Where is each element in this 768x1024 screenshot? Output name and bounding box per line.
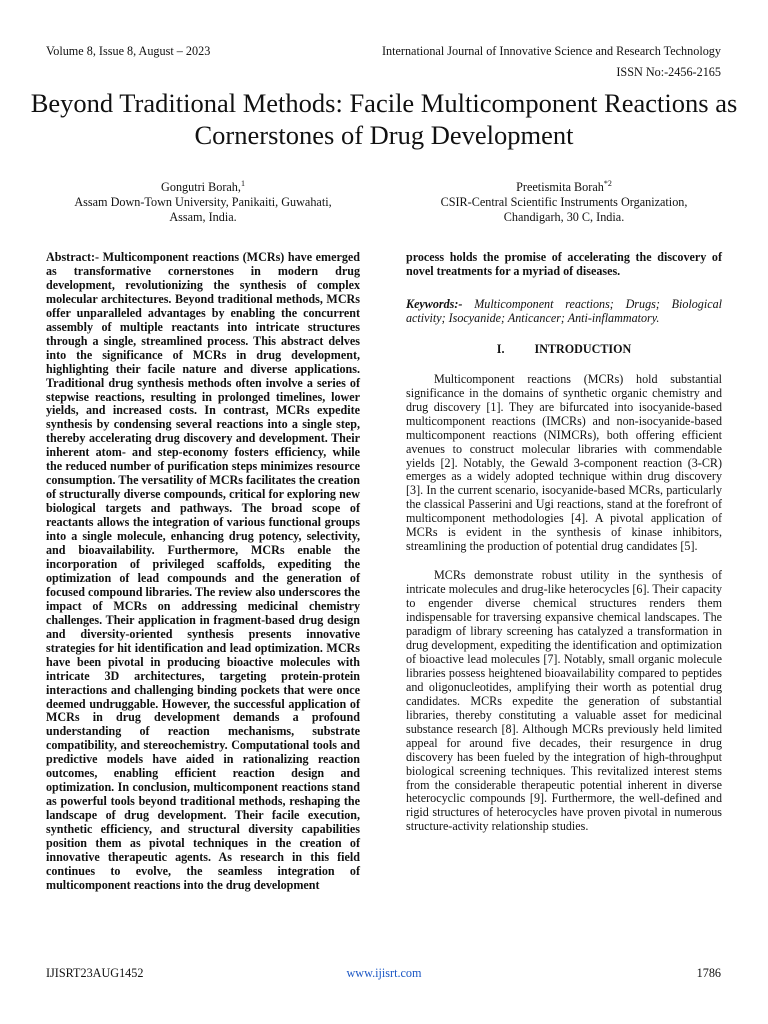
author-affiliation: CSIR-Central Scientific Instruments Organization, xyxy=(440,195,688,209)
journal-name: International Journal of Innovative Science and Research Technology xyxy=(381,44,721,58)
abstract-continuation: process holds the promise of accelerating the discovery of novel treatments for a myriad of diseases. xyxy=(406,250,722,278)
paper-code: IJISRT23AUG1452 xyxy=(46,966,144,980)
right-column xyxy=(406,251,722,834)
keywords-label: Keywords:- xyxy=(406,296,463,311)
author-location: Assam, India. xyxy=(169,210,237,224)
journal-url-link[interactable]: www.ijisrt.com xyxy=(346,966,422,980)
section-title: INTRODUCTION xyxy=(534,341,632,356)
volume-issue: Volume 8, Issue 8, August – 2023 xyxy=(46,44,211,58)
author-name: Preetismita Borah$^{*2}$ xyxy=(516,179,612,194)
section-heading xyxy=(406,342,722,357)
author-block-2 xyxy=(406,180,722,225)
abstract-label: Abstract:- xyxy=(46,250,100,264)
intro-paragraph-2: MCRs demonstrate robust utility in the synthesis of intricate molecules and drug-like heterocycles [6]. Their capacity to engender diverse chemical structures renders them indispensable for traversing expansive chemical landscapes. The paradigm of library screening has catalyzed a transformation in drug development, expediting the identification and optimization of bioactive lead molecules [7]. Notably, small organic molecule libraries possess heightened bioavailability compared to peptides and oligonucleotides, amplifying their worth as potential drug candidates. MCRs expedite the generation of substantial libraries, thereby constituting a valuable asset for medicinal substance research [8]. Although MCRs previously held limited appeal for around five decades, their resurgence in drug discovery has been fueled by the integration of high-throughput biological screening techniques. This revitalized interest stems from the considerable therapeutic potential inherent in diverse heterocyclic compounds [9]. Furthermore, the well-defined and rigid structures of heterocycles have proven pivotal in numerous structure-activity relationship studies. xyxy=(406,568,722,834)
keywords-text: Multicomponent reactions; Drugs; Biological activity; Isocyanide; Anticancer; Anti-inflammatory. xyxy=(406,296,722,325)
intro-paragraph-1: Multicomponent reactions (MCRs) hold substantial significance in the domains of synthetic organic chemistry and drug discovery [1]. They are bifurcated into isocyanide-based multicomponent reactions (IMCRs) and non-isocyanide-based multicomponent reactions (NIMCRs), both offering efficient avenues to construct molecular libraries with commendable yields [2]. Notably, the Gewald 3-component reaction (3-CR) emerges as a widely adopted technique within drug discovery [3]. In the current scenario, isocyanide-based MCRs, particularly the classical Passerini and Ugi reactions, stand at the forefront of multicomponent methodologies [4]. A pivotal application of MCRs is evident in the synthesis of kinase inhibitors, streamlining the production of potential drug candidates [5]. xyxy=(406,371,722,554)
paper-title: Beyond Traditional Methods: Facile Multicomponent Reactions as Cornerstones of Drug Development xyxy=(30,88,738,150)
left-column xyxy=(46,251,360,893)
abstract-text: Multicomponent reactions (MCRs) have emerged as transformative cornerstones in modern drug development, revolutionizing the synthesis of complex molecular architectures. Beyond traditional methods, MCRs offer unparalleled advantages by enabling the concurrent assembly of multiple reactants into intricate structures through a single, streamlined process. This abstract delves into the significance of MCRs in drug development, highlighting their facile nature and diverse applications. Traditional drug synthesis methods often involve a series of stepwise reactions, resulting in prolonged timelines, lower yields, and increased costs. In contrast, MCRs expedite synthesis by condensing several reactions into a single step, thereby accelerating drug discovery and development. Their inherent atom- and step-economy fosters efficiency, while the reduced number of purification steps minimizes resource consumption. The versatility of MCRs facilitates the creation of structurally diverse compounds, critical for exploring new biological targets and pathways. The broad scope of reactants allows the integration of various functional groups into a single molecule, enhancing drug potency, selectivity, and bioavailability. Furthermore, MCRs enable the incorporation of privileged scaffolds, expediting the optimization of lead compounds and the generation of focused compound libraries. The review also underscores the impact of MCRs on addressing medicinal chemistry challenges. Their application in fragment-based drug design and diversity-oriented synthesis presents innovative strategies for hit identification and lead optimization. MCRs have been pivotal in producing bioactive molecules with intricate 3D architectures, targeting protein-protein interactions and challenging binding pockets that were once deemed undruggable. However, the successful application of MCRs in drug development demands a profound understanding of reaction mechanisms, substrate compatibility, and stereochemistry. Computational tools and predictive models have aided in rationalizing reaction outcomes, enabling efficient reaction design and optimization. In conclusion, multicomponent reactions stand as powerful tools beyond traditional methods, reshaping the landscape of drug development. Their facile execution, synthetic efficiency, and structural diversity capabilities position them as pivotal techniques in the creation of innovative therapeutic agents. As research in this field continues to evolve, the seamless integration of multicomponent reactions into the drug development xyxy=(46,250,360,892)
author-name: Gongutri Borah,$^1$ xyxy=(161,179,245,194)
page-number: 1786 xyxy=(696,966,721,980)
author-block-1 xyxy=(46,180,360,225)
abstract xyxy=(46,251,360,893)
author-location: Chandigarh, 30 C, India. xyxy=(503,210,625,224)
author-affiliation: Assam Down-Town University, Panikaiti, Guwahati, xyxy=(74,195,332,209)
section-number: I. xyxy=(496,341,505,356)
keywords xyxy=(406,298,722,326)
issn: ISSN No:-2456-2165 xyxy=(616,65,721,79)
